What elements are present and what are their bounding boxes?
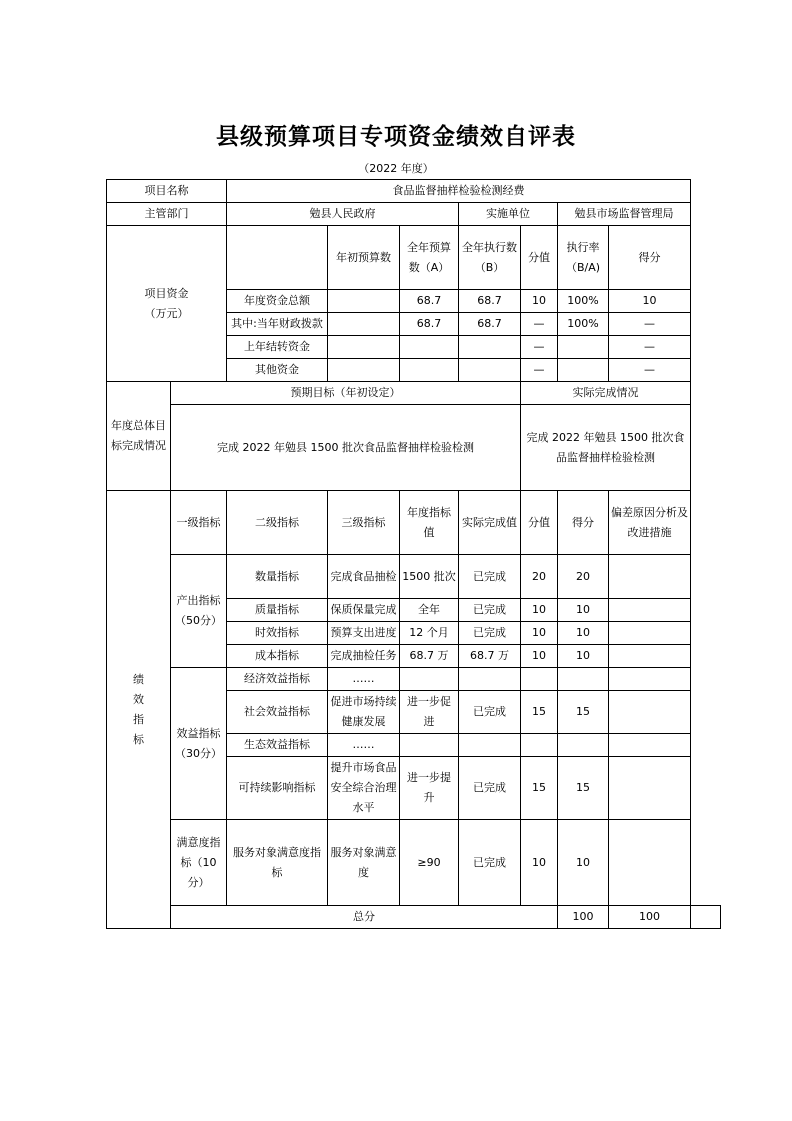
satisfaction-indicator-group: 满意度指标（10分）	[171, 820, 227, 906]
goals-label: 年度总体目标完成情况	[107, 382, 171, 491]
perf-header-score: 得分	[558, 491, 609, 555]
performance-label: 绩效指标	[107, 491, 171, 929]
goals-actual: 完成 2022 年勉县 1500 批次食品监督抽样检验检测	[521, 405, 691, 491]
project-name-value: 食品监督抽样检验检测经费	[227, 180, 691, 203]
perf-header-level3: 三级指标	[328, 491, 400, 555]
perf-header-target: 年度指标值	[400, 491, 459, 555]
table-row: 满意度指标（10分） 服务对象满意度指标 服务对象满意度 ≥90 已完成 10 10	[107, 820, 721, 906]
table-row: 其他资金 — —	[107, 359, 721, 382]
table-row	[107, 203, 721, 226]
table-row: 质量指标 保质保量完成 全年 已完成 10 10	[107, 599, 721, 622]
benefit-indicator-group: 效益指标（30分）	[171, 668, 227, 820]
perf-header-level2: 二级指标	[227, 491, 328, 555]
total-reason	[691, 906, 721, 929]
funds-header-score: 得分	[609, 226, 691, 290]
table-row	[107, 405, 721, 491]
perf-header-level1: 一级指标	[171, 491, 227, 555]
goals-expected: 完成 2022 年勉县 1500 批次食品监督抽样检验检测	[171, 405, 521, 491]
impl-value: 勉县市场监督管理局	[558, 203, 691, 226]
table-row: 成本指标 完成抽检任务 68.7 万 68.7 万 10 10	[107, 645, 721, 668]
table-row: 年度资金总额 68.7 68.7 10 100% 10	[107, 290, 721, 313]
table-row	[107, 226, 721, 290]
total-label: 总分	[171, 906, 558, 929]
table-row	[107, 491, 721, 555]
total-score: 100	[609, 906, 691, 929]
table-row: 效益指标（30分） 经济效益指标 ……	[107, 668, 721, 691]
table-row: 可持续影响指标 提升市场食品安全综合治理水平 进一步提升 已完成 15 15	[107, 757, 721, 820]
funds-header-annual: 全年预算数（A）	[400, 226, 459, 290]
self-evaluation-table	[106, 179, 721, 929]
table-row: 产出指标（50分） 数量指标 完成食品抽检 1500 批次 已完成 20 20	[107, 555, 721, 599]
funds-label: 项目资金 （万元）	[107, 226, 227, 382]
perf-header-score-value: 分值	[521, 491, 558, 555]
table-row	[107, 382, 721, 405]
table-row: 其中:当年财政拨款 68.7 68.7 — 100% —	[107, 313, 721, 336]
funds-header-exec: 全年执行数（B）	[459, 226, 521, 290]
perf-header-reason: 偏差原因分析及改进措施	[609, 491, 691, 555]
impl-label: 实施单位	[459, 203, 558, 226]
table-row: 上年结转资金 — —	[107, 336, 721, 359]
funds-header-rate: 执行率（B/A)	[558, 226, 609, 290]
dept-value: 勉县人民政府	[227, 203, 459, 226]
project-name-label: 项目名称	[107, 180, 227, 203]
funds-header-initial: 年初预算数	[328, 226, 400, 290]
table-row	[107, 906, 721, 929]
funds-header-score-value: 分值	[521, 226, 558, 290]
dept-label: 主管部门	[107, 203, 227, 226]
perf-header-actual: 实际完成值	[459, 491, 521, 555]
year-subtitle: （2022 年度）	[358, 162, 434, 175]
page-title: 县级预算项目专项资金绩效自评表	[216, 123, 576, 150]
funds-header-blank	[227, 226, 328, 290]
total-score-value: 100	[558, 906, 609, 929]
goals-actual-header: 实际完成情况	[521, 382, 691, 405]
output-indicator-group: 产出指标（50分）	[171, 555, 227, 668]
goals-expected-header: 预期目标（年初设定）	[171, 382, 521, 405]
table-row	[107, 180, 721, 203]
table-row: 时效指标 预算支出进度 12 个月 已完成 10 10	[107, 622, 721, 645]
table-row: 社会效益指标 促进市场持续健康发展 进一步促进 已完成 15 15	[107, 691, 721, 734]
table-row: 生态效益指标 ……	[107, 734, 721, 757]
